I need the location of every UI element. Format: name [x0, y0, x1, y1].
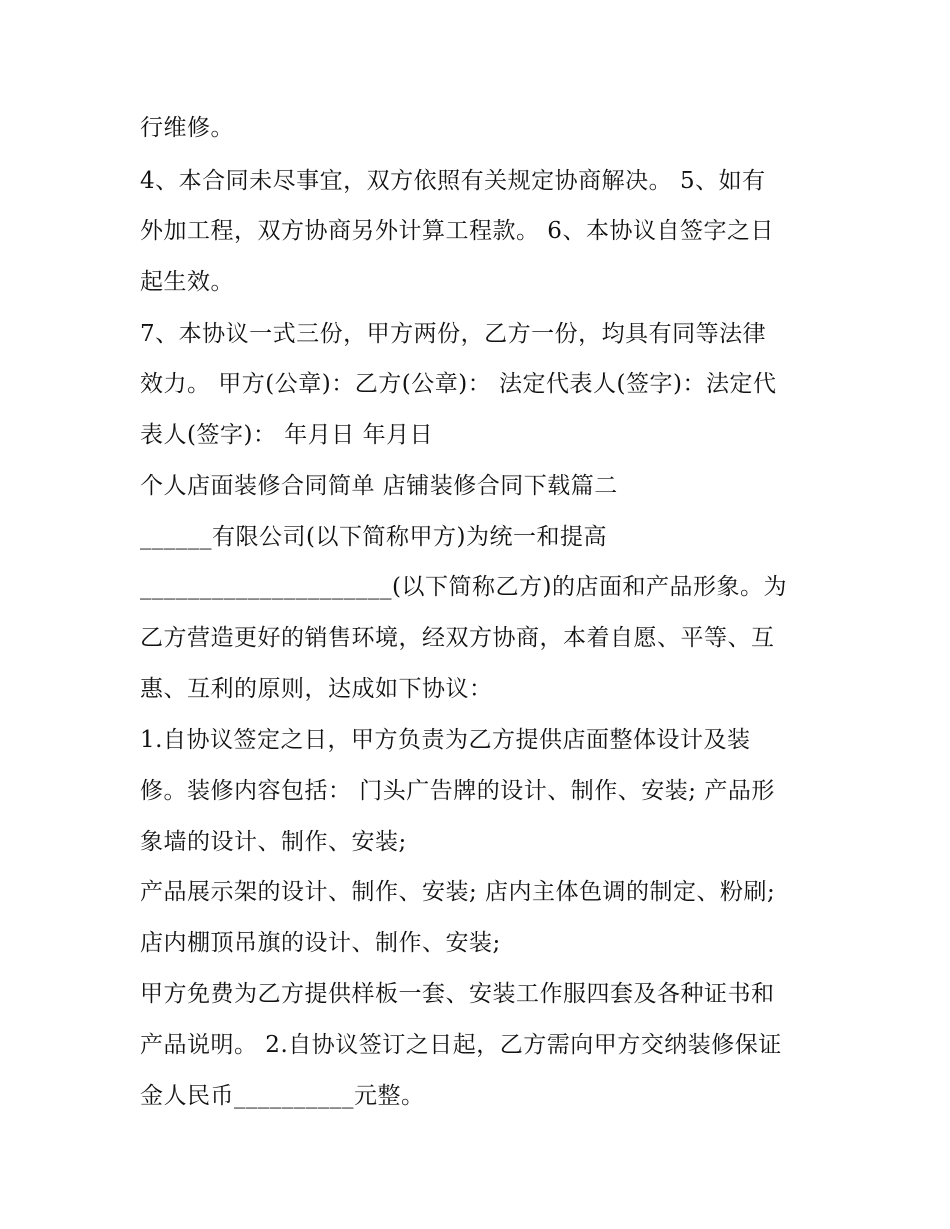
text-line: 修。装修内容包括： 门头广告牌的设计、制作、安装; 产品形: [140, 778, 775, 804]
text-line: 外加工程，双方协商另外计算工程款。 6、本协议自签字之日: [140, 218, 774, 244]
text-line: 金人民币__________元整。: [140, 1083, 425, 1109]
text-line: 产品展示架的设计、制作、安装; 店内主体色调的制定、粉刷;: [140, 879, 776, 905]
text-line: 店内棚顶吊旗的设计、制作、安装;: [140, 930, 501, 956]
text-line: 产品说明。 2.自协议签订之日起，乙方需向甲方交纳装修保证: [140, 1032, 782, 1058]
text-line: 表人(签字)： 年月日 年月日: [140, 422, 434, 448]
text-line: 惠、互利的原则，达成如下协议：: [140, 676, 493, 702]
text-line: _____________________(以下简称乙方)的店面和产品形象。为: [140, 574, 787, 600]
section-heading: 个人店面装修合同简单 店铺装修合同下载篇二: [140, 473, 618, 499]
text-line: 行维修。: [140, 115, 234, 141]
text-line: 乙方营造更好的销售环境，经双方协商，本着自愿、平等、互: [140, 625, 775, 651]
text-line: 4、本合同未尽事宜，双方依照有关规定协商解决。 5、如有: [140, 168, 766, 194]
text-line: 甲方免费为乙方提供样板一套、安装工作服四套及各种证书和: [140, 981, 775, 1007]
text-line: 效力。 甲方(公章)：乙方(公章)： 法定代表人(签字)：法定代: [140, 371, 777, 397]
text-line: 1.自协议签定之日，甲方负责为乙方提供店面整体设计及装: [140, 727, 751, 753]
text-line: 起生效。: [140, 269, 234, 295]
text-line: 7、本协议一式三份，甲方两份，乙方一份，均具有同等法律: [140, 321, 767, 347]
text-line: ______有限公司(以下简称甲方)为统一和提高: [140, 524, 607, 550]
text-line: 象墙的设计、制作、安装;: [140, 829, 407, 855]
